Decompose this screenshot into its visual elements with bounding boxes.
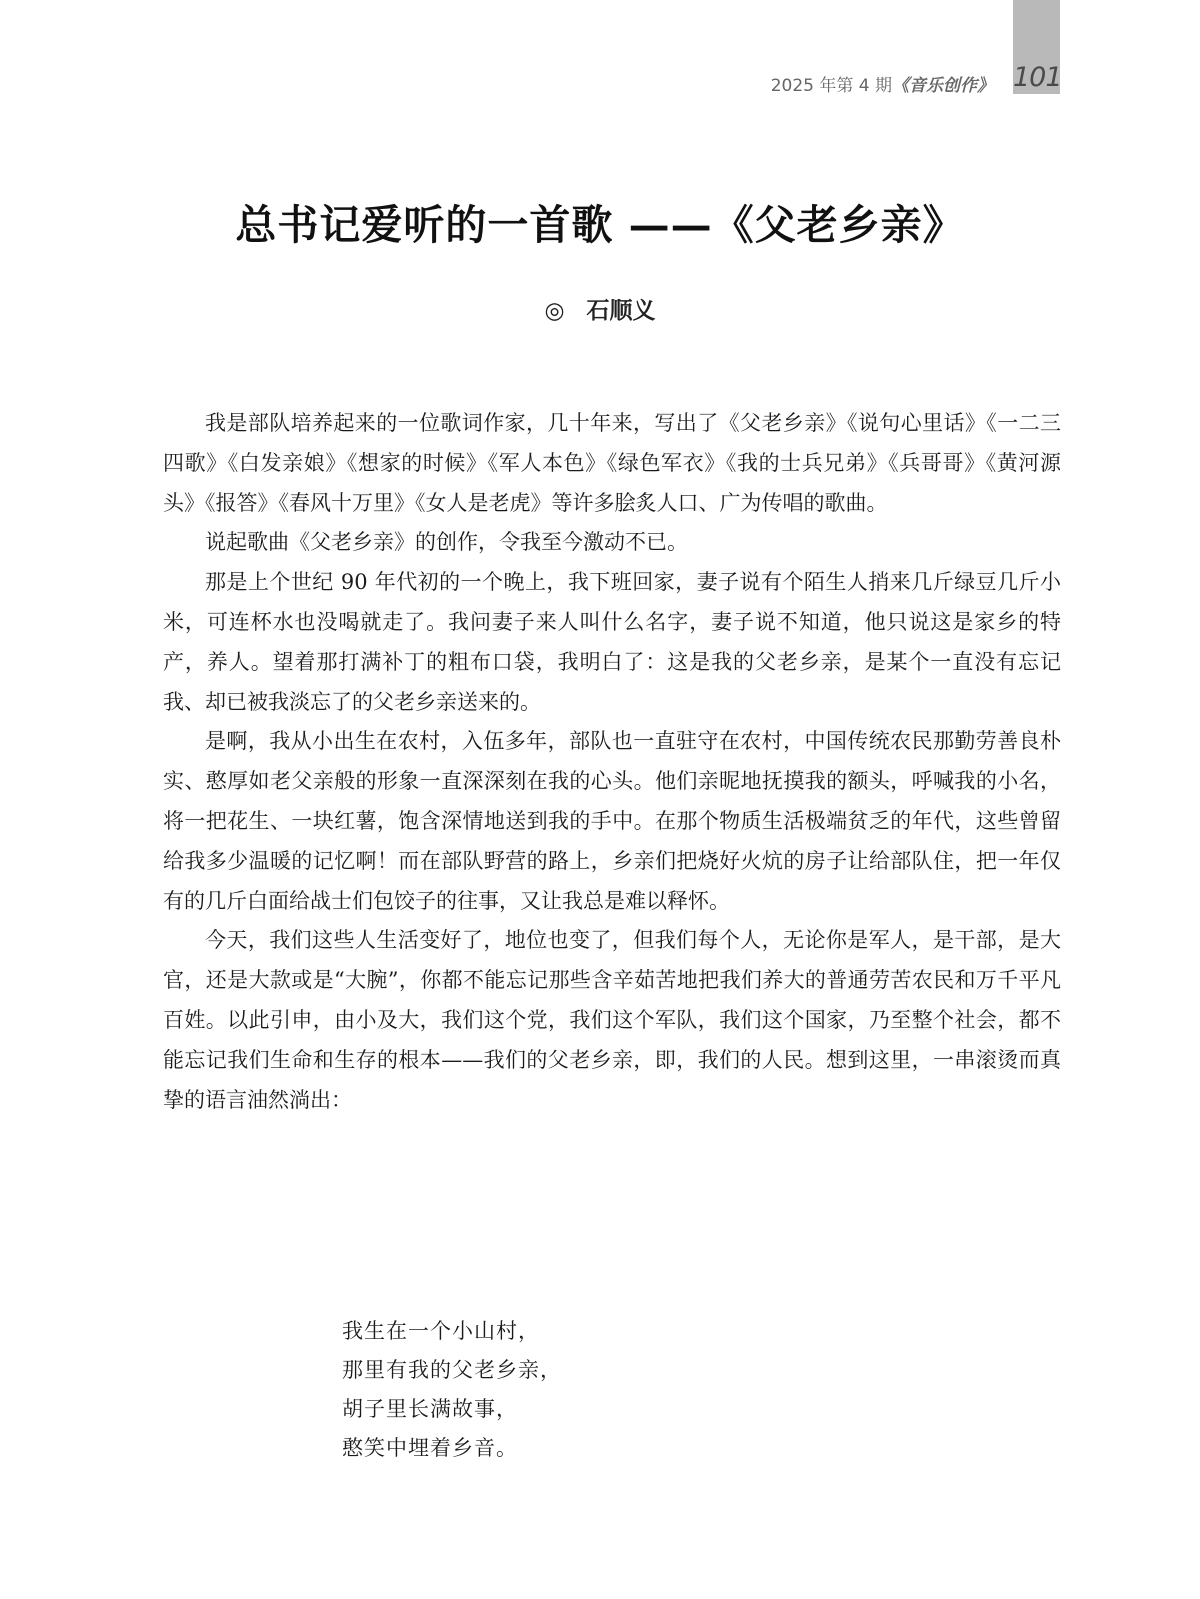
byline: [0, 292, 1200, 325]
lyric-line: 憨笑中埋着乡音。: [342, 1436, 518, 1460]
lyric-line: 那里有我的父老乡亲，: [342, 1358, 562, 1382]
article-body: [163, 404, 1061, 1120]
paragraph: 是啊，我从小出生在农村，入伍多年，部队也一直驻守在农村，中国传统农民那勤劳善良朴实、憨厚如老父亲般的形象一直深深刻在我的心头。他们亲昵地抚摸我的额头，呼喊我的小名，将一把花生、一块红薯，饱含深情地送到我的手中。在那个物质生活极端贫乏的年代，这些曾留给我多少温暖的记忆啊！而在部队野营的路上，乡亲们把烧好火炕的房子让给部队住，把一年仅有的几斤白面给战士们包饺子的往事，又让我总是难以释怀。: [163, 729, 1061, 913]
journal-name: 《音乐创作》: [892, 76, 994, 96]
paragraph: 说起歌曲《父老乡亲》的创作，令我至今激动不已。: [205, 530, 688, 555]
issue-label: 2025 年第 4 期: [770, 76, 892, 96]
paragraph: 今天，我们这些人生活变好了，地位也变了，但我们每个人，无论你是军人，是干部，是大官，还是大款或是“大腕”，你都不能忘记那些含辛茹苦地把我们养大的普通劳苦农民和万千平凡百姓。以此引申，由小及大，我们这个党，我们这个军队，我们这个国家，乃至整个社会，都不能忘记我们生命和生存的根本——我们的父老乡亲，即，我们的人民。想到这里，一串滚烫而真挚的语言油然淌出：: [163, 928, 1061, 1112]
article-title: 总书记爱听的一首歌 ——《父老乡亲》: [235, 201, 965, 249]
page-number: 101: [1013, 62, 1062, 93]
lyrics-excerpt: [342, 1312, 562, 1468]
paragraph: 我是部队培养起来的一位歌词作家，几十年来，写出了《父老乡亲》《说句心里话》《一二三四歌》《白发亲娘》《想家的时候》《军人本色》《绿色军衣》《我的士兵兄弟》《兵哥哥》《黄河源头》《报答》《春风十万里》《女人是老虎》等许多脍炙人口、广为传唱的歌曲。: [163, 411, 1061, 515]
author-name: 石顺义: [586, 297, 656, 324]
lyric-line: 我生在一个小山村，: [342, 1319, 540, 1343]
byline-mark: ◎: [544, 297, 565, 324]
paragraph: 那是上个世纪 90 年代初的一个晚上，我下班回家，妻子说有个陌生人捎来几斤绿豆几斤小米，可连杯水也没喝就走了。我问妻子来人叫什么名字，妻子说不知道，他只说这是家乡的特产，养人。望着那打满补丁的粗布口袋，我明白了：这是我的父老乡亲，是某个一直没有忘记我、却已被我淡忘了的父老乡亲送来的。: [163, 570, 1061, 714]
lyric-line: 胡子里长满故事，: [342, 1397, 518, 1421]
running-header: [771, 71, 994, 96]
